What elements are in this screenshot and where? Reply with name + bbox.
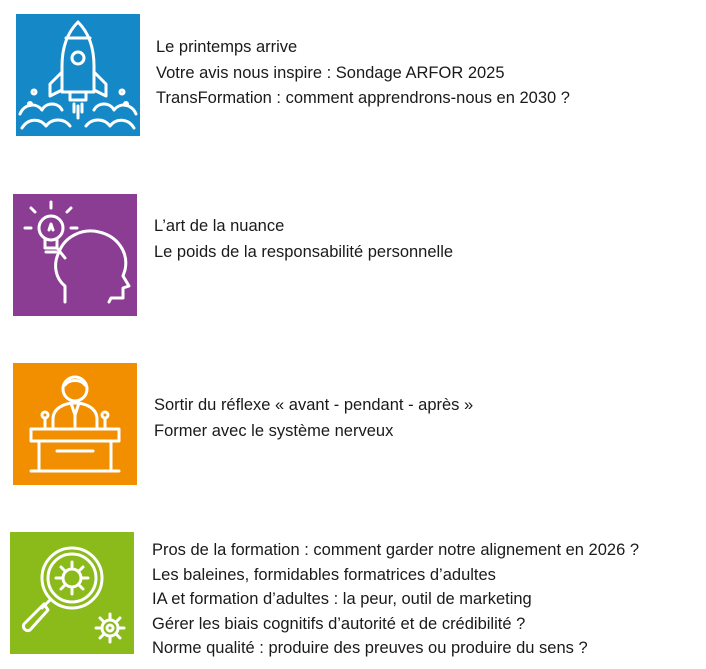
article-link[interactable]: Sortir du réflexe « avant - pendant - après » xyxy=(154,396,474,414)
article-link[interactable]: IA et formation d’adultes : la peur, outil de marketing xyxy=(152,590,532,608)
article-link[interactable]: Votre avis nous inspire : Sondage ARFOR 2025 xyxy=(156,63,505,82)
article-link[interactable]: Norme qualité : produire des preuves ou produire du sens ? xyxy=(152,639,588,657)
magnifier-gears-icon xyxy=(10,532,134,654)
speaker-podium-icon xyxy=(13,363,137,485)
article-link[interactable]: Pros de la formation : comment garder notre alignement en 2026 ? xyxy=(152,541,640,559)
article-list xyxy=(156,35,570,112)
article-link[interactable]: Gérer les biais cognitifs d’autorité et de crédibilité ? xyxy=(152,614,526,633)
article-link[interactable]: Le printemps arrive xyxy=(156,38,298,56)
article-link[interactable]: Les baleines, formidables formatrices d’adultes xyxy=(152,565,496,584)
article-link[interactable]: TransFormation : comment apprendrons-nous en 2030 ? xyxy=(156,89,570,107)
article-link[interactable]: Former avec le système nerveux xyxy=(154,421,394,440)
article-list xyxy=(154,393,473,444)
article-list xyxy=(154,214,453,265)
rocket-icon xyxy=(16,14,140,136)
article-link[interactable]: Le poids de la responsabilité personnelle xyxy=(154,242,454,261)
head-lightbulb-icon xyxy=(13,194,137,316)
article-list xyxy=(152,538,639,661)
article-link[interactable]: L’art de la nuance xyxy=(154,217,285,235)
